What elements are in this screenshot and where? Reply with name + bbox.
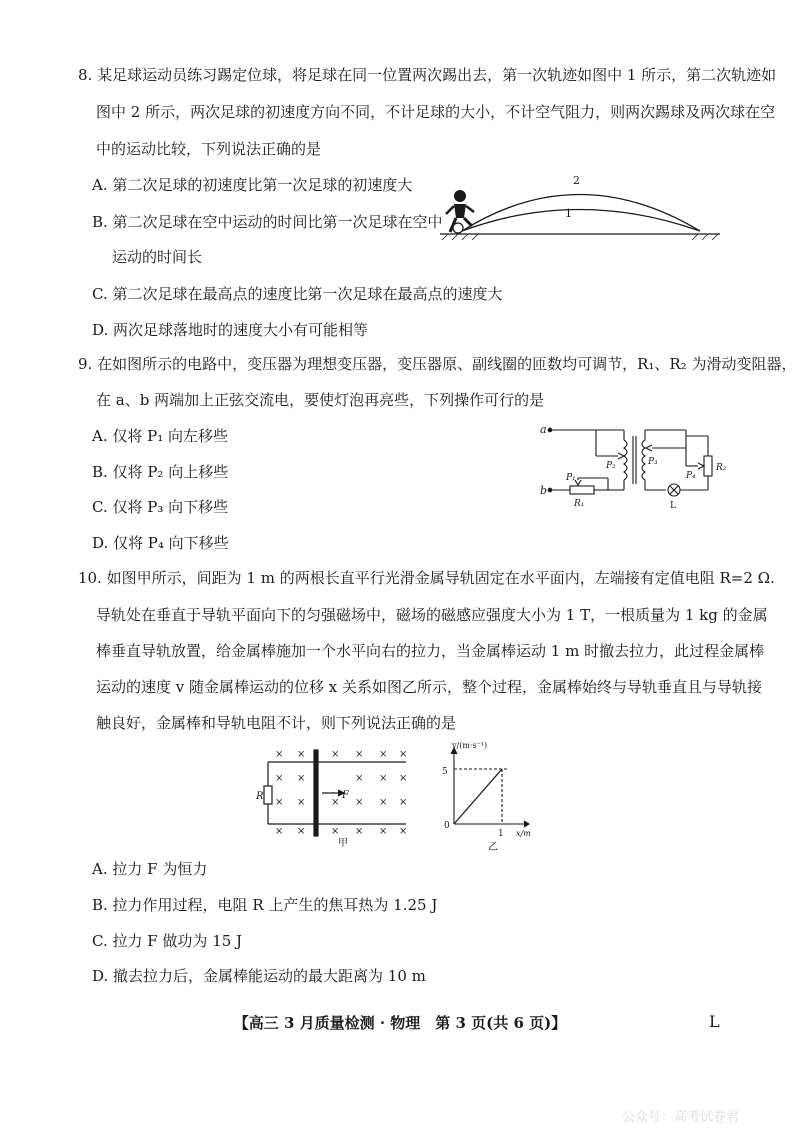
q9-option-c: C. 仅将 P₃ 向下移些 <box>92 498 229 516</box>
p1-label: P₁ <box>566 473 576 483</box>
field-cross: × <box>297 749 306 760</box>
q8-option-d: D. 两次足球落地时的速度大小有可能相等 <box>92 321 369 339</box>
terminal-b-label: b <box>540 484 548 497</box>
q9-option-b: B. 仅将 P₂ 向上移些 <box>92 463 229 481</box>
field-cross: × <box>399 797 408 808</box>
trajectory-1-label: 1 <box>565 207 572 220</box>
field-cross: × <box>399 749 408 760</box>
p4-label: P₄ <box>686 471 696 481</box>
p3-label: P₃ <box>648 457 658 467</box>
q8-trajectory-figure <box>440 168 730 246</box>
vx-y-tick: 5 <box>442 767 448 777</box>
field-cross: × <box>331 749 340 760</box>
field-cross: × <box>331 797 340 808</box>
field-cross: × <box>379 826 388 837</box>
q10-option-d: D. 撤去拉力后，金属棒能运动的最大距离为 10 m <box>92 967 426 985</box>
field-cross: × <box>355 797 364 808</box>
watermark: 公众号：高考试卷君 <box>622 1110 740 1125</box>
figure-yi-caption: 乙 <box>488 842 498 853</box>
vx-xlabel: x/m <box>516 829 531 838</box>
vx-data-line <box>454 769 502 824</box>
q8-option-c: C. 第二次足球在最高点的速度比第一次足球在最高点的速度大 <box>92 285 503 303</box>
q10-stem-line-2: 导轨处在垂直于导轨平面向下的匀强磁场中，磁场的磁感应强度大小为 1 T，一根质量为 1 kg 的金属 <box>96 606 768 624</box>
q10-option-c: C. 拉力 F 做功为 15 J <box>92 932 243 950</box>
field-cross: × <box>275 826 284 837</box>
force-f-label: F <box>342 790 349 801</box>
q9-stem-line-2: 在 a、b 两端加上正弦交流电，要使灯泡再亮些，下列操作可行的是 <box>96 391 545 409</box>
q8-option-b-cont: 运动的时间长 <box>112 248 203 266</box>
field-cross: × <box>355 773 364 784</box>
field-cross: × <box>355 826 364 837</box>
trajectory-2 <box>462 195 700 232</box>
q10-stem-line-4: 运动的速度 v 随金属棒运动的位移 x 关系如图乙所示，整个过程，金属棒始终与导轨垂直且与导轨接 <box>96 678 763 696</box>
q8-option-b: B. 第二次足球在空中运动的时间比第一次足球在空中 <box>92 213 443 231</box>
lamp-label: L <box>670 501 676 511</box>
field-cross: × <box>379 749 388 760</box>
q10-vx-graph <box>436 742 546 854</box>
field-cross: × <box>331 826 340 837</box>
q10-option-a: A. 拉力 F 为恒力 <box>92 860 208 878</box>
field-cross: × <box>399 826 408 837</box>
figure-jia-caption: 甲 <box>338 838 348 849</box>
trajectory-2-label: 2 <box>573 174 580 187</box>
q10-rails-figure <box>254 742 414 848</box>
field-cross: × <box>275 797 284 808</box>
q10-stem-line-5: 触良好，金属棒和导轨电阻不计，则下列说法正确的是 <box>96 714 457 732</box>
field-cross: × <box>275 749 284 760</box>
q8-option-a: A. 第二次足球的初速度比第一次足球的初速度大 <box>92 176 413 194</box>
vx-x-tick: 1 <box>498 829 504 839</box>
q8-stem-line-1: 8. 某足球运动员练习踢定位球，将足球在同一位置两次踢出去，第一次轨迹如图中 1 所示，第二次轨迹如 <box>78 66 777 84</box>
q9-stem-line-1: 9. 在如图所示的电路中，变压器为理想变压器，变压器原、副线圈的匝数均可调节，R₁、R₂ 为滑动变阻器， <box>78 355 797 373</box>
vx-origin: 0 <box>444 821 450 831</box>
q8-stem-line-2: 图中 2 所示，两次足球的初速度方向不同，不计足球的大小，不计空气阻力，则两次踢球及两次球在空 <box>96 103 776 121</box>
r1-label: R₁ <box>574 499 585 509</box>
q9-circuit-figure <box>536 418 736 514</box>
field-cross: × <box>399 773 408 784</box>
footer-title: 【高三 3 月质量检测 · 物理 第 3 页(共 6 页)】 <box>233 1014 567 1032</box>
q10-stem-line-1: 10. 如图甲所示，间距为 1 m 的两根长直平行光滑金属导轨固定在水平面内，左端接有定值电阻 R=2 Ω. <box>78 569 775 587</box>
q9-option-a: A. 仅将 P₁ 向左移些 <box>92 427 229 445</box>
vx-ylabel: v/(m·s⁻¹) <box>452 741 488 750</box>
r2-label: R₂ <box>716 463 727 473</box>
footer-code: L <box>709 1012 720 1031</box>
field-cross: × <box>379 797 388 808</box>
field-cross: × <box>275 773 284 784</box>
field-cross: × <box>297 826 306 837</box>
q10-option-b: B. 拉力作用过程，电阻 R 上产生的焦耳热为 1.25 J <box>92 896 438 914</box>
terminal-a-label: a <box>540 423 547 436</box>
ground-hatching <box>442 234 718 240</box>
q10-stem-line-3: 棒垂直导轨放置，给金属棒施加一个水平向右的拉力，当金属棒运动 1 m 时撤去拉力，此过程金属棒 <box>96 642 765 660</box>
field-cross: × <box>297 773 306 784</box>
q8-stem-line-3: 中的运动比较，下列说法正确的是 <box>96 140 322 158</box>
q9-option-d: D. 仅将 P₄ 向下移些 <box>92 534 229 552</box>
resistor-r-label: R <box>256 791 264 802</box>
field-cross: × <box>297 797 306 808</box>
field-cross: × <box>379 773 388 784</box>
p2-label: P₂ <box>606 461 616 471</box>
field-cross: × <box>355 749 364 760</box>
